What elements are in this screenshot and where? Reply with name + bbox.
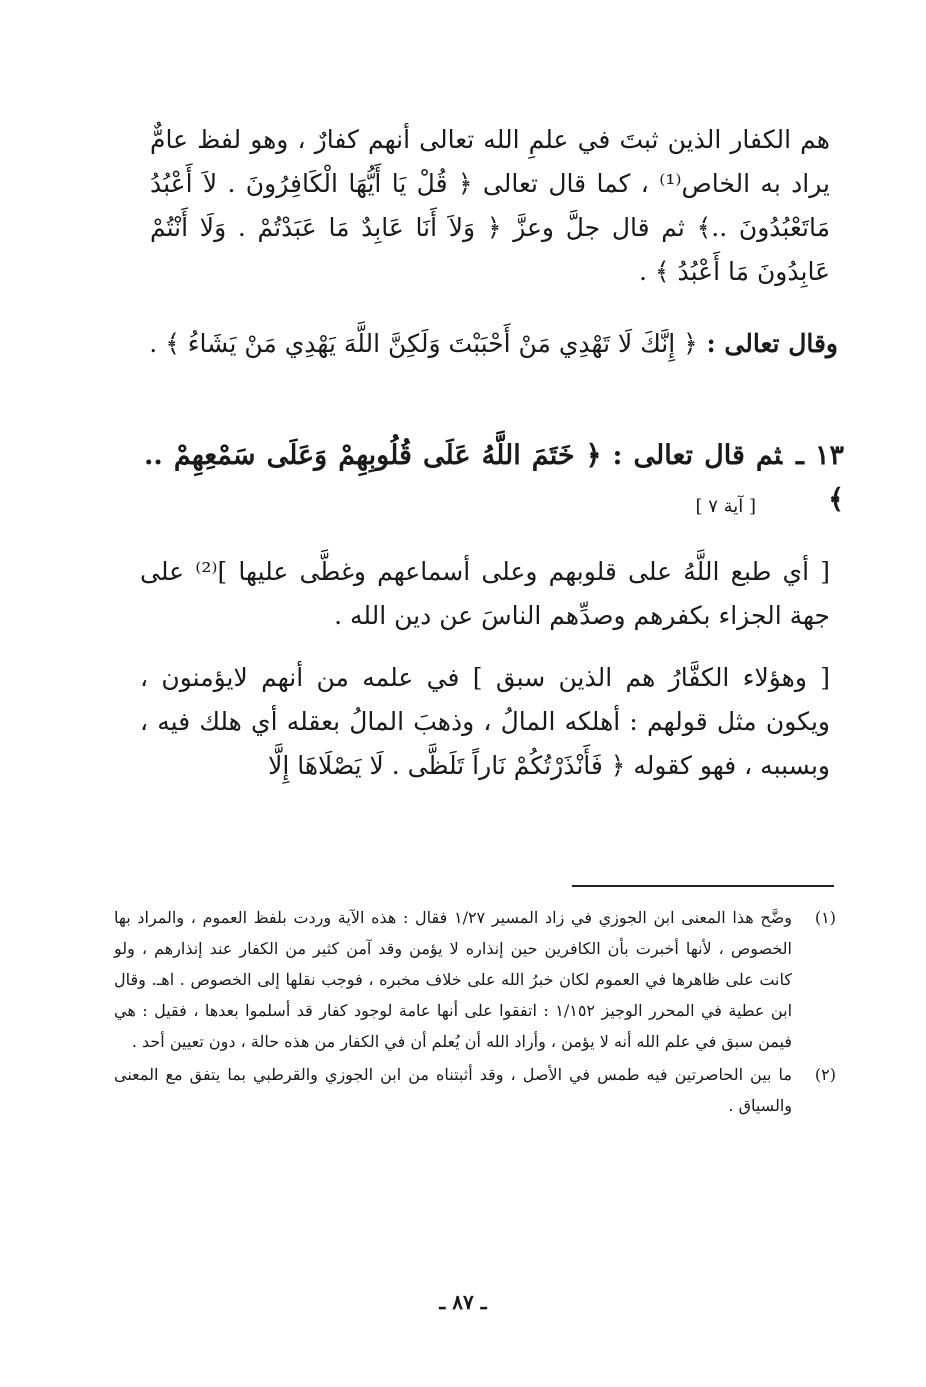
footnote-1 xyxy=(114,902,836,1057)
verse-reference: [ آية ٧ ] xyxy=(695,496,756,517)
footnote-separator xyxy=(572,885,834,887)
verse-heading-text: ثم قال تعالى : ﴿ خَتَمَ اللَّهُ عَلَى قُلُوبِهِمْ وَعَلَى سَمْعِهِمْ .. ﴾ xyxy=(144,440,844,515)
paragraph-4: [ أي طبع اللَّهُ على قلوبهم وعلى أسماعهم وغطَّى عليها ]⁽²⁾ على جهة الجزاء بكفرهم وصدِّهم الناسَ عن دين الله . xyxy=(140,557,830,630)
paragraph-1: هم الكفار الذين ثبتَ في علمِ الله تعالى أنهم كفارٌ ، وهو لفظ عامٌّ يراد به الخاص⁽¹⁾ ، كما قال تعالى ﴿ قُلْ يَا أَيُّهَا الْكَافِرُونَ . لاَ أَعْبُدُ مَاتَعْبُدُونَ ..﴾ ثم قال جلَّ وعزَّ ﴿ وَلاَ أَنَا عَابِدٌ مَا عَبَدْتُمْ . وَلَا أَنْتُمْ عَابِدُونَ مَا أَعْبُدُ ﴾ . xyxy=(150,125,830,286)
paragraph-2-verse: ﴿ إِنَّكَ لَا تَهْدِي مَنْ أَحْبَبْتَ وَلَكِنَّ اللَّهَ يَهْدِي مَنْ يَشَاءُ ﴾ . xyxy=(149,329,698,358)
paragraph-2 xyxy=(148,322,838,366)
footnote-number: (٢) xyxy=(814,1065,836,1084)
footnote-text: ما بين الحاصرتين فيه طمس في الأصل ، وقد أثبتناه من ابن الجوزي والقرطبي بما يتفق مع المعنى والسياق . xyxy=(114,1065,792,1115)
verse-number: ١٣ ـ xyxy=(796,440,844,471)
page-number: ـ ٨٧ ـ xyxy=(439,1290,487,1314)
footnote-text: وضَّح هذا المعنى ابن الجوزي في زاد المسير ١/٢٧ فقال : هذه الآية وردت بلفظ العموم ، والمراد بها الخصوص ، لأنها أخبرت بأن الكافرين حين إنذاره لا يؤمن وقد آمن كثير من الكفار عند إنذارهم ، ولو كانت على ظاهرها في العموم لكان خبرُ الله على خلاف مخبره ، فوجب نقلها إلى الخصوص . اهـ. وقال ابن عطية في المحرر الوجيز ١/١٥٢ : اتفقوا على أنها عامة لوجود كفار قد أسلموا بعدها ، فقيل : هي فيمن سبق في علم الله أنه لا يؤمن ، وأراد الله أن يُعلم أن في الكفار من هذه حالة ، دون تعيين أحد . xyxy=(114,908,793,1051)
paragraph-5: [ وهؤلاء الكفَّارُ هم الذين سبق ] في علمه من أنهم لايؤمنون ، ويكون مثل قولهم : أهلكه المالُ ، وذهبَ المالُ بعقله أي هلك فيه ، وبسببه ، فهو كقوله ﴿ فَأَنْذَرْتُكُمْ نَاراً تَلَظَّى . لَا يَصْلَاهَا إِلَّا xyxy=(140,663,830,780)
footnotes xyxy=(114,902,836,1123)
footnote-number: (١) xyxy=(814,908,836,927)
paragraph-2-lead: وقال تعالى : xyxy=(697,329,838,358)
footnote-2 xyxy=(114,1059,836,1121)
